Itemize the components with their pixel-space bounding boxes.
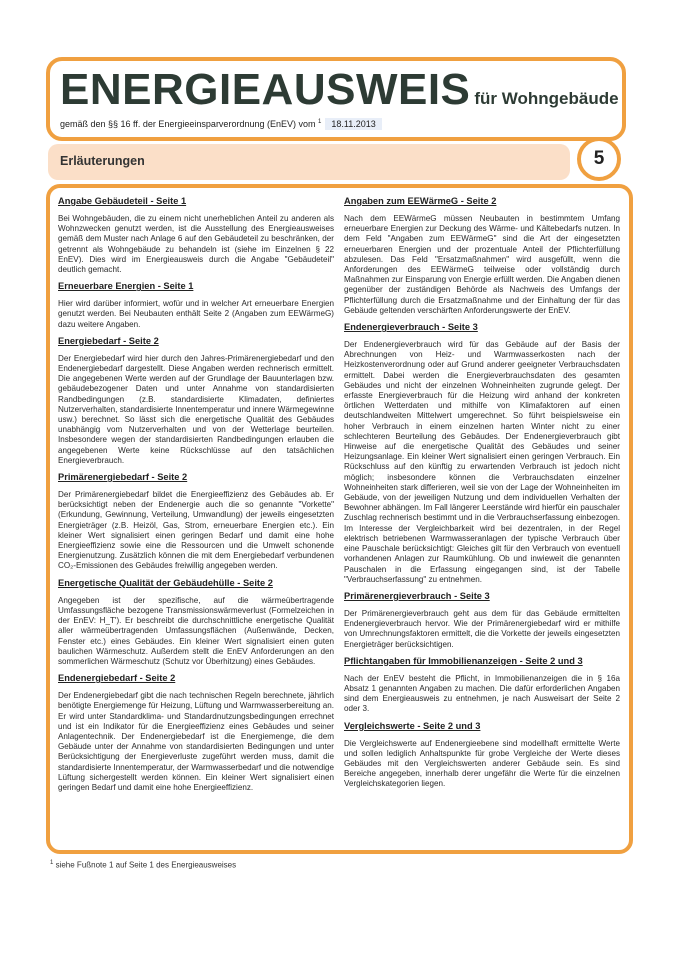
section-text: Nach dem EEWärmeG müssen Neubauten in bestimmtem Umfang erneuerbare Energien zur Deckung des Wärme- und Kältebedarfs nutzen. In dem Feld "Angaben zum EEWärmeG" sind die Art der eingesetzten erneuerbaren Energien und der prozentuale Anteil der Pflichterfüllung abzulesen. Das Feld "Ersatzmaßnahmen" wird ausgefüllt, wenn die Anforderungen des EEWärmeG teilweise oder vollständig durch Maßnahmen zur Einsparung von Energie erfüllt werden. Die Angaben dienen gegenüber der zuständigen Behörde als Nachweis des Umfangs der Pflichterfüllung durch die Ersatzmaßnahme und der Einhaltung der für das Gebäude geltenden verschärften Anforderungswerte der EnEV. bbox=[344, 214, 620, 315]
section-title: Erläuterungen bbox=[60, 154, 145, 168]
explanations-box bbox=[46, 184, 633, 854]
section-heading: Primärenergieverbrauch - Seite 3 bbox=[344, 590, 490, 601]
section-heading: Energiebedarf - Seite 2 bbox=[58, 335, 159, 346]
title-main: ENERGIEAUSWEIS bbox=[60, 65, 471, 114]
legal-basis-line bbox=[60, 119, 382, 129]
section-text: Die Vergleichswerte auf Endenergieebene sind modellhaft ermittelte Werte und sollen lediglich Anhaltspunkte für grobe Vergleiche der Werte dieses Gebäudes mit den Vergleichswerten anderer Gebäude sein. Es sind Bereiche angegeben, innerhalb derer ungefähr die Werte für die einzelnen Vergleichskategorien liegen. bbox=[344, 738, 620, 789]
section-heading: Angabe Gebäudeteil - Seite 1 bbox=[58, 196, 187, 206]
section-text: Hier wird darüber informiert, wofür und in welcher Art erneuerbare Energien genutzt werden. Bei Neubauten enthält Seite 2 (Angaben zum EEWärmeG) dazu weitere Angaben. bbox=[58, 299, 334, 329]
section-text: Der Endenergieverbrauch wird für das Gebäude auf der Basis der Abrechnungen von Heiz- und Warmwasserkosten nach der Heizkostenverordnung oder auf Grund anderer geeigneter Verbrauchsdaten ermittelt. Dabei werden die Energieverbrauchsdaten des gesamten Gebäudes und nicht der einzelnen Wohneinheiten zugrunde gelegt. Der erfasste Energieverbrauch für die Heizung wird anhand der konkreten örtlichen Wetterdaten und mithilfe von Klimafaktoren auf einen deutschlandweiten Mittelwert umgerechnet. So führt beispielsweise ein hoher Verbrauch in einem einzelnen harten Winter nicht zu einer schlechteren Beurteilung des Gebäudes. Der Endenergieverbrauch gibt Hinweise auf die energetische Qualität des Gebäudes und seiner Heizungsanlage. Ein kleiner Wert signalisiert einen geringen Verbrauch. Ein Rückschluss auf den künftig zu erwartenden Verbrauch ist jedoch nicht möglich; insbesondere können die Verbrauchsdaten einzelner Wohneinheiten stark differieren, weil sie von der Lage der Wohneinheiten im Gebäude, von der jeweiligen Nutzung und dem individuellen Verhalten der Bewohner abhängen. Im Fall längerer Leerstände wird hierfür ein pauschaler Zuschlag rechnerisch bestimmt und in die Verbrauchserfassung einbezogen. Im Interesse der Vergleichbarkeit wird bei dezentralen, in der Regel elektrisch betriebenen Warmwasseranlagen der typische Verbrauch über eine Pauschale berücksichtigt: Gleiches gilt für den Verbrauch von eventuell vorhandenen Anlagen zur Raumkühlung. Ob und inwieweit die genannten Pauschalen in die Erfassung eingegangen sind, ist der Tabelle "Verbrauchserfassung" zu entnehmen. bbox=[344, 340, 620, 584]
section-text: Der Energiebedarf wird hier durch den Jahres-Primärenergiebedarf und den Endenergiebedarf dargestellt. Diese Angaben werden rechnerisch ermittelt. Die angegebenen Werte werden auf der Grundlage der Bauunterlagen bzw. gebäudebezogener Daten und unter Annahme von standardisierten Randbedingungen (z.B. standardisierte Klimadaten, definiertes Nutzerverhalten, standardisierte Innentemperatur und innere Wärmegewinne usw.) berechnet. So lässt sich die energetische Qualität des Gebäudes unabhängig vom Nutzerverhalten und von der Wetterlage beurteilen. Insbesondere wegen der standardisierten Randbedingungen erlauben die angegebenen Werte keine Rückschlüsse auf den tatsächlichen Energieverbrauch. bbox=[58, 353, 334, 465]
footnote bbox=[50, 860, 236, 870]
document-title bbox=[60, 65, 619, 115]
section-text: Nach der EnEV besteht die Pflicht, in Immobilienanzeigen die in § 16a Absatz 1 genannten Angaben zu machen. Die dafür erforderlichen Angaben sind dem Energieausweis zu entnehmen, je nach Ausweisart der Seite 2 oder 3. bbox=[344, 673, 620, 714]
section-heading: Energetische Qualität der Gebäudehülle - Seite 2 bbox=[58, 577, 273, 588]
section-bar bbox=[48, 144, 570, 180]
section-text: Der Endenergiebedarf gibt die nach technischen Regeln berechnete, jährlich benötigte Energiemenge für Heizung, Lüftung und Warmwasserbereitung an. Er wird unter Standardklima- und Standardnutzungsbedingungen errechnet und ist ein Indikator für die Energieeffizienz eines Gebäudes und seiner Anlagentechnik. Der Endenergiebedarf ist die Energiemenge, die dem Gebäude unter der Annahme von standardisierten Bedingungen und unter Berücksichtigung der Energieverluste zugeführt werden muss, damit die standardisierte Innentemperatur, der Warmwasserbedarf und die notwendige Lüftung sichergestellt werden können. Ein kleiner Wert signalisiert einen geringen Bedarf und damit eine hohe Energieeffizienz. bbox=[58, 691, 334, 792]
section-heading: Primärenergiebedarf - Seite 2 bbox=[58, 472, 188, 483]
footnote-text: siehe Fußnote 1 auf Seite 1 des Energieausweises bbox=[55, 860, 237, 870]
section-text: Der Primärenergieverbrauch geht aus dem für das Gebäude ermittelten Endenergieverbrauch hervor. Wie der Primärenergiebedarf wird er mithilfe von Umrechnungsfaktoren ermittelt, die die Vorkette der jeweils eingesetzten Energieträger berücksichtigen. bbox=[344, 608, 620, 649]
section-text: Bei Wohngebäuden, die zu einem nicht unerheblichen Anteil zu anderen als Wohnzwecken genutzt werden, ist die Ausstellung des Energieausweises gemäß dem Muster nach Anlage 6 auf den Gebäudeteil zu beschränken, der getrennt als Wohngebäude zu behandeln ist (siehe im Einzelnen § 22 EnEV). Dies wird im Energieausweis durch die Angabe "Gebäudeteil" deutlich gemacht. bbox=[58, 214, 334, 275]
footnote-mark: 1 bbox=[318, 119, 322, 125]
section-heading: Pflichtangaben für Immobilienanzeigen - Seite 2 und 3 bbox=[344, 655, 583, 666]
section-heading: Endenergieverbrauch - Seite 3 bbox=[344, 322, 478, 333]
title-suffix: für Wohngebäude bbox=[474, 89, 619, 108]
right-column bbox=[344, 196, 620, 796]
section-heading: Vergleichswerte - Seite 2 und 3 bbox=[344, 720, 481, 731]
document-header bbox=[46, 57, 626, 141]
date-field[interactable]: 18.11.2013 bbox=[325, 118, 381, 130]
footnote-number: 1 bbox=[50, 860, 54, 866]
section-text: Angegeben ist der spezifische, auf die wärmeübertragende Umfassungsfläche bezogene Transmissionswärmeverlust (Formelzeichen in der EnEV: H_T'). Er beschreibt die durchschnittliche energetische Qualität aller wärmeübertragenden Umfassungsflächen (Außenwände, Decken, Fenster etc.) eines Gebäudes. Ein kleiner Wert signalisiert einen guten baulichen Wärmeschutz. Außerdem stellt die EnEV Anforderungen an den sommerlichen Wärmeschutz (Schutz vor Überhitzung) eines Gebäudes. bbox=[58, 595, 334, 666]
section-heading: Erneuerbare Energien - Seite 1 bbox=[58, 281, 194, 292]
section-heading: Endenergiebedarf - Seite 2 bbox=[58, 673, 176, 684]
legal-basis-text: gemäß den §§ 16 ff. der Energieeinsparverordnung (EnEV) vom bbox=[60, 119, 316, 129]
section-text: Der Primärenergiebedarf bildet die Energieeffizienz des Gebäudes ab. Er berücksichtigt neben der Endenergie auch die so genannte "Vorkette" (Erkundung, Gewinnung, Verteilung, Umwandlung) der jeweils eingesetzten Energieträger (z.B. Heizöl, Gas, Strom, erneuerbare Energien etc.). Ein kleiner Wert signalisiert einen geringen Bedarf und damit eine hohe Energieeffizienz sowie eine die Ressourcen und die Umwelt schonende Energienutzung. Zusätzlich können die mit dem Energiebedarf verbundenen CO₂-Emissionen des Gebäudes freiwillig angegeben werden. bbox=[58, 490, 334, 571]
page-number-badge: 5 bbox=[577, 137, 621, 181]
left-column bbox=[58, 196, 334, 799]
section-heading: Angaben zum EEWärmeG - Seite 2 bbox=[344, 196, 497, 206]
